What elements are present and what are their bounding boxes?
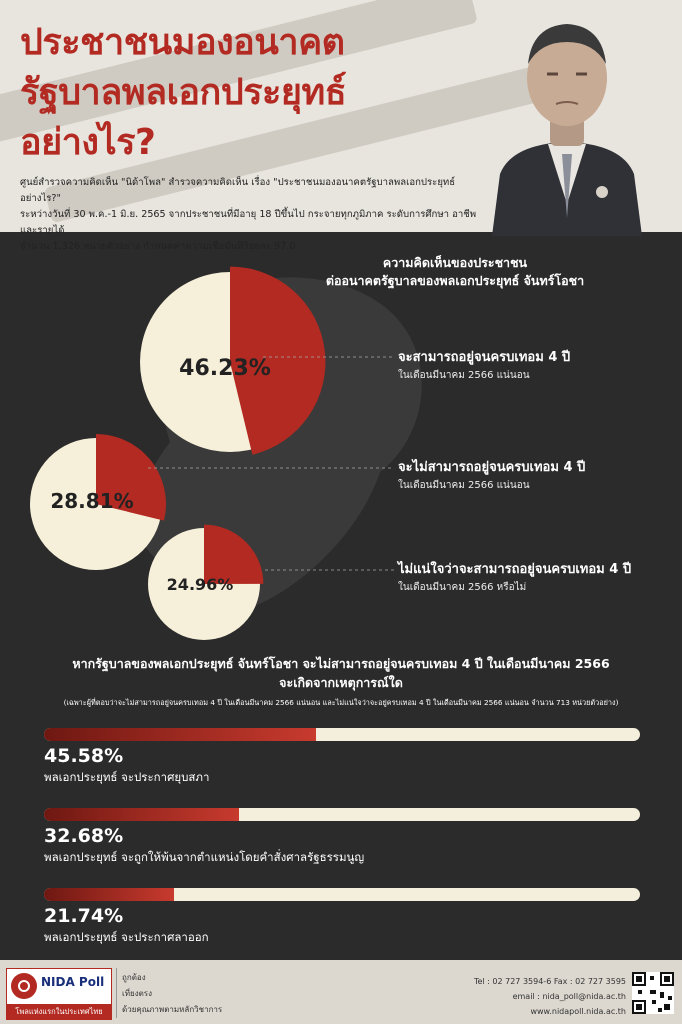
header-section bbox=[0, 0, 682, 252]
bar-2-percent: 32.68% bbox=[44, 825, 124, 847]
pie-3-label: ไม่แน่ใจว่าจะสามารถอยู่จนครบเทอม 4 ปี bbox=[398, 562, 632, 577]
bar-1-fill bbox=[44, 728, 316, 741]
pie-1-sublabel: ในเดือนมีนาคม 2566 แน่นอน bbox=[398, 370, 530, 381]
footer bbox=[0, 960, 682, 1024]
title-line-2: รัฐบาลพลเอกประยุทธ์ bbox=[20, 72, 347, 113]
contact-email[interactable]: email : nida_poll@nida.ac.th bbox=[512, 992, 626, 1001]
section2-title bbox=[0, 654, 682, 692]
intro-line-3: จำนวน 1,326 หน่วยตัวอย่าง กำหนดค่าความเชื่อมั่นที่ร้อยละ 97.0 bbox=[20, 241, 296, 252]
title-line-3: อย่างไร? bbox=[20, 122, 156, 163]
page-title bbox=[20, 18, 440, 168]
footer-divider bbox=[116, 968, 117, 1018]
intro-line-2: ระหว่างวันที่ 30 พ.ค.-1 มิ.ย. 2565 จากประชาชนที่มีอายุ 18 ปีขึ้นไป กระจายทุกภูมิภาค ระดับการศึกษา อาชีพ และรายได้ bbox=[20, 209, 477, 236]
pie-3-sublabel: ในเดือนมีนาคม 2566 หรือไม่ bbox=[398, 582, 527, 593]
logo-tagline: โพลแห่งแรกในประเทศไทย bbox=[7, 1004, 111, 1019]
motto-line-2: เที่ยงตรง bbox=[122, 989, 152, 998]
bar-2-track bbox=[44, 808, 640, 821]
section2-title-line-2: จะเกิดจากเหตุการณ์ใด bbox=[279, 675, 403, 690]
opinion-pie-charts bbox=[0, 232, 682, 642]
pie-3-percent-label: 24.96% bbox=[166, 575, 234, 594]
bar-1-track bbox=[44, 728, 640, 741]
footer-motto bbox=[122, 970, 222, 1018]
section2-note: (เฉพาะผู้ที่ตอบว่าจะไม่สามารถอยู่จนครบเทอม 4 ปี ในเดือนมีนาคม 2566 แน่นอน และไม่แน่ใจว่าจะอยู่ครบเทอม 4 ปี ในเดือนมีนาคม 2566 แน่นอน จำนวน 713 หน่วยตัวอย่าง) bbox=[63, 698, 619, 707]
pie-2-label: จะไม่สามารถอยู่จนครบเทอม 4 ปี bbox=[398, 460, 586, 475]
qr-code-icon bbox=[632, 972, 674, 1014]
contact-phone: Tel : 02 727 3594-6 Fax : 02 727 3595 bbox=[473, 977, 626, 986]
section1-title-line-1: ความคิดเห็นของประชาชน bbox=[382, 255, 528, 270]
bar-2-fill bbox=[44, 808, 239, 821]
bar-3-percent: 21.74% bbox=[44, 905, 124, 927]
bar-1-label: พลเอกประยุทธ์ จะประกาศยุบสภา bbox=[44, 770, 210, 784]
intro-line-1: ศูนย์สำรวจความคิดเห็น "นิด้าโพล" สำรวจความคิดเห็น เรื่อง "ประชาชนมองอนาคตรัฐบาลพลเอกประยุทธ์ อย่างไร?" bbox=[20, 177, 456, 204]
pie-2-sublabel: ในเดือนมีนาคม 2566 แน่นอน bbox=[398, 480, 530, 491]
bar-3-track bbox=[44, 888, 640, 901]
nida-emblem-icon bbox=[11, 973, 37, 999]
footer-contact bbox=[474, 974, 626, 1019]
title-line-1: ประชาชนมองอนาคต bbox=[20, 22, 345, 63]
pie-1-label: จะสามารถอยู่จนครบเทอม 4 ปี bbox=[398, 350, 571, 365]
pie-1-percent-label: 46.23% bbox=[179, 356, 271, 381]
motto-line-1: ถูกต้อง bbox=[122, 973, 146, 982]
section2-title-line-1: หากรัฐบาลของพลเอกประยุทธ์ จันทร์โอชา จะไม่สามารถอยู่จนครบเทอม 4 ปี ในเดือนมีนาคม 2566 bbox=[72, 656, 610, 671]
section1-title-line-2: ต่ออนาคตรัฐบาลของพลเอกประยุทธ์ จันทร์โอชา bbox=[325, 273, 585, 288]
section1-title bbox=[250, 254, 660, 290]
bar-item-2 bbox=[44, 808, 640, 867]
bar-2-label: พลเอกประยุทธ์ จะถูกให้พ้นจากตำแหน่งโดยคำสั่งศาลรัฐธรรมนูญ bbox=[44, 850, 365, 864]
scenario-section bbox=[0, 642, 682, 960]
pie-2-percent-label: 28.81% bbox=[50, 489, 134, 513]
future-opinion-section bbox=[0, 232, 682, 642]
bar-item-1 bbox=[44, 728, 640, 787]
bar-3-fill bbox=[44, 888, 174, 901]
contact-website[interactable]: www.nidapoll.nida.ac.th bbox=[530, 1007, 626, 1016]
bar-item-3 bbox=[44, 888, 640, 947]
motto-line-3: ด้วยคุณภาพตามหลักวิชาการ bbox=[122, 1005, 223, 1014]
portrait-image bbox=[452, 4, 682, 236]
nida-poll-logo bbox=[6, 968, 112, 1020]
logo-name: NIDA Poll bbox=[41, 975, 105, 989]
bar-3-label: พลเอกประยุทธ์ จะประกาศลาออก bbox=[44, 930, 209, 944]
bar-1-percent: 45.58% bbox=[44, 745, 124, 767]
